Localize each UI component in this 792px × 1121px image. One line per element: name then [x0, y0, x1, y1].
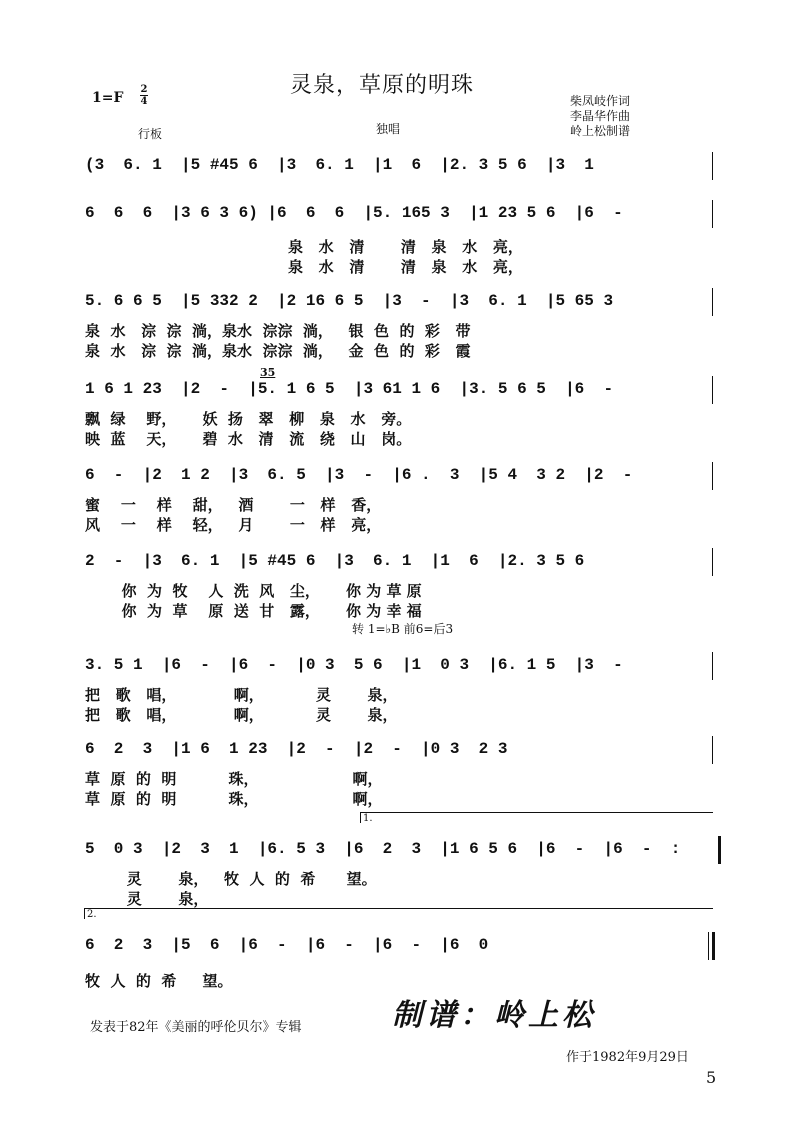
staff-notes: 6 - |2 1 2 |3 6. 5 |3 - |6 . 3 |5 4 3 2 |2 - — [85, 466, 633, 484]
staff-notes: 6 6 6 |3 6 3 6) |6 6 6 |5. 165 3 |1 23 5 6 |6 - — [85, 204, 623, 222]
lyrics-verse-1: 把 歌 唱， 啊， 灵 泉， — [85, 686, 398, 704]
tempo-mark: 行板 — [138, 127, 163, 141]
lyrics-verse-2: 泉 水 淙 淙 淌，泉水 淙淙 淌， 金 色 的 彩 霞 — [85, 342, 471, 360]
barline — [712, 200, 713, 228]
volta-2: 2. — [84, 908, 713, 919]
grace-note: 35 — [260, 366, 276, 379]
barline — [712, 152, 713, 180]
credit-music: 李晶华作曲 — [570, 109, 631, 123]
lyrics-verse-1: 你 为 牧 人 洗 风 尘， 你 为 草 原 — [85, 582, 422, 600]
lyrics-verse-2: 泉 水 清 清 泉 水 亮， — [288, 258, 523, 276]
modulation-mark: 转 1=♭B 前6=后3 — [352, 622, 454, 636]
staff-notes: 5 0 3 |2 3 1 |6. 5 3 |6 2 3 |1 6 5 6 |6 - |6 - : — [85, 840, 681, 858]
lyrics-verse-2: 你 为 草 原 送 甘 露， 你 为 幸 福 — [85, 602, 422, 620]
lyrics-verse-1: 草 原 的 明 珠， 啊， — [85, 770, 383, 788]
volta-1: 1. — [360, 812, 713, 823]
staff-notes: (3 6. 1 |5 #45 6 |3 6. 1 |1 6 |2. 3 5 6 |3 1 — [85, 156, 594, 174]
barline — [712, 376, 713, 404]
barline — [712, 548, 713, 576]
barline — [712, 736, 713, 764]
barline — [712, 652, 713, 680]
staff-notes: 3. 5 1 |6 - |6 - |0 3 5 6 |1 0 3 |6. 1 5 |3 - — [85, 656, 623, 674]
barline — [712, 288, 713, 316]
staff-notes: 1 6 1 23 |2 - |5. 1 6 5 |3 61 1 6 |3. 5 6 5 |6 - — [85, 380, 614, 398]
staff-notes: 5. 6 6 5 |5 332 2 |2 16 6 5 |3 - |3 6. 1 |5 65 3 — [85, 292, 614, 310]
staff-notes: 6 2 3 |5 6 |6 - |6 - |6 - |6 0 — [85, 936, 489, 954]
lyrics-verse-2: 灵 泉， — [85, 890, 209, 908]
lyrics-verse-1: 泉 水 淙 淙 淌，泉水 淙淙 淌， 银 色 的 彩 带 — [85, 322, 471, 340]
key-signature: 1=F — [92, 90, 124, 106]
page-title: 灵泉，草原的明珠 — [290, 73, 475, 98]
lyrics-verse-1: 灵 泉， 牧 人 的 希 望。 — [85, 870, 377, 888]
time-denominator: 4 — [140, 96, 148, 107]
lyrics-verse-1: 牧 人 的 希 望。 — [85, 972, 233, 990]
lyrics-verse-2: 风 一 样 轻， 月 一 样 亮， — [85, 516, 382, 534]
publication-note: 发表于82年《美丽的呼伦贝尔》专辑 — [90, 1020, 302, 1035]
barline — [708, 932, 709, 960]
final-barline — [712, 932, 715, 960]
page-number: 5 — [706, 1068, 717, 1087]
repeat-barline — [718, 836, 721, 864]
time-signature — [140, 84, 148, 107]
lyrics-verse-1: 蜜 一 样 甜， 酒 一 样 香， — [85, 496, 382, 514]
lyrics-verse-1: 飘 绿 野， 妖 扬 翠 柳 泉 水 旁。 — [85, 410, 412, 428]
signature: 制谱：岭上松 — [392, 998, 596, 1033]
barline — [712, 462, 713, 490]
composition-date: 作于1982年9月29日 — [566, 1050, 689, 1065]
staff-notes: 2 - |3 6. 1 |5 #45 6 |3 6. 1 |1 6 |2. 3 5 6 — [85, 552, 585, 570]
credit-score: 岭上松制谱 — [570, 124, 631, 138]
voice-mark: 独唱 — [376, 122, 401, 136]
time-numerator: 2 — [140, 84, 148, 95]
lyrics-verse-1: 泉 水 清 清 泉 水 亮， — [288, 238, 523, 256]
credit-lyrics: 柴凤岐作词 — [570, 94, 631, 108]
lyrics-verse-2: 映 蓝 天， 碧 水 清 流 绕 山 岗。 — [85, 430, 412, 448]
lyrics-verse-2: 草 原 的 明 珠， 啊， — [85, 790, 383, 808]
lyrics-verse-2: 把 歌 唱， 啊， 灵 泉， — [85, 706, 398, 724]
staff-notes: 6 2 3 |1 6 1 23 |2 - |2 - |0 3 2 3 — [85, 740, 508, 758]
